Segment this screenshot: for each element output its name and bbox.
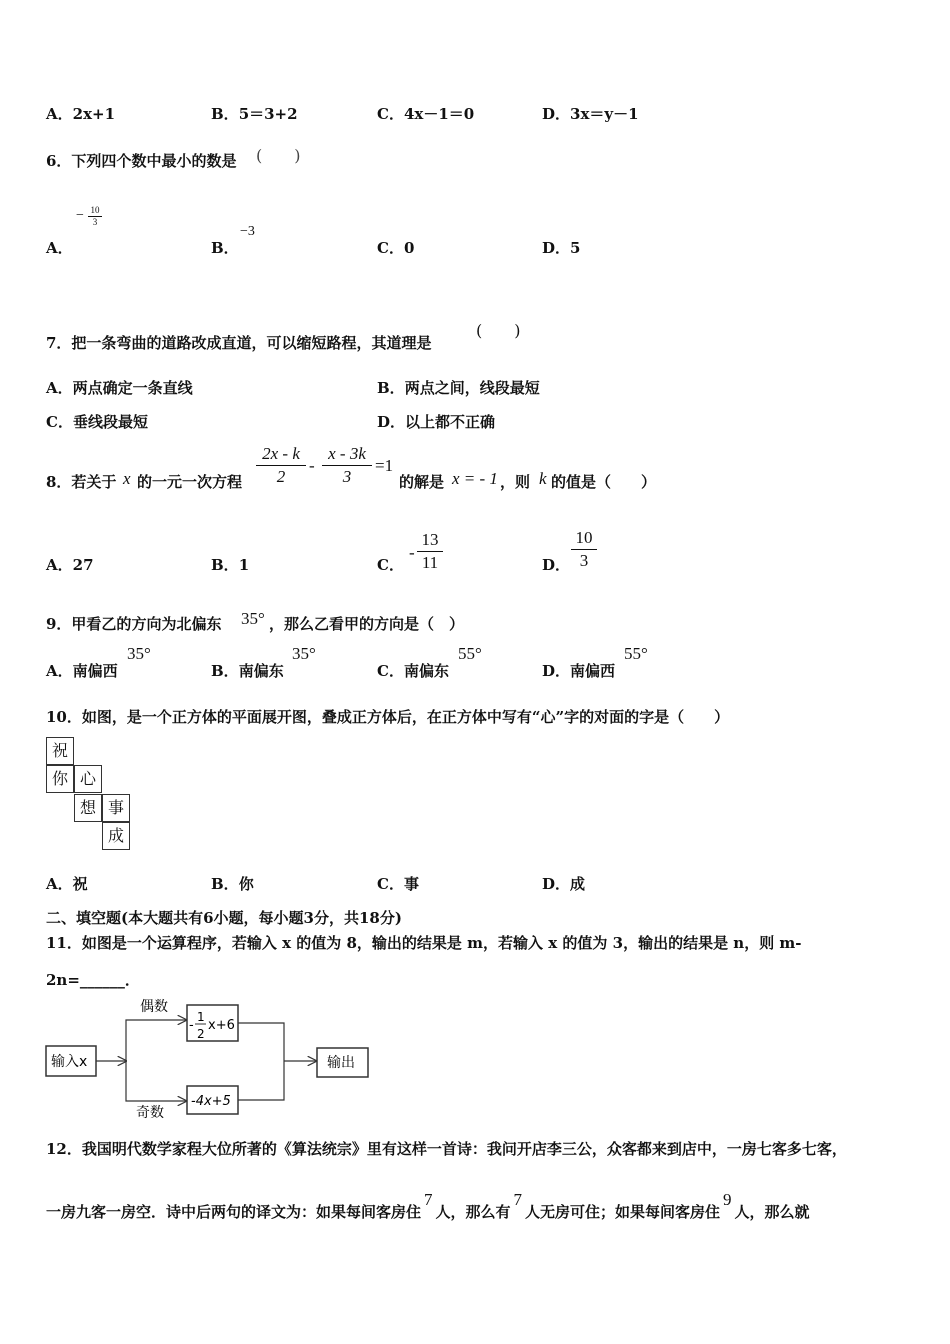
q9-option-c: C．南偏东 bbox=[377, 662, 449, 680]
q8-option-a: A．27 bbox=[46, 556, 94, 574]
q6-answer-paren: ( ) bbox=[256, 146, 301, 165]
q8-option-c: C． bbox=[377, 556, 404, 574]
q7-option-d: D．以上都不正确 bbox=[377, 413, 496, 431]
flow-even-den: 2 bbox=[197, 1027, 205, 1041]
net-cell-shi: 事 bbox=[102, 794, 130, 822]
q9-stem-prefix: 9．甲看乙的方向为北偏东 bbox=[46, 615, 222, 633]
flow-odd-expr: -4x+5 bbox=[191, 1094, 231, 1109]
q6-a-fraction: 10 3 bbox=[88, 206, 102, 227]
q12-number-7a: 7 bbox=[424, 1190, 433, 1209]
q9-stem-suffix: ，那么乙看甲的方向是（ ） bbox=[269, 615, 465, 633]
q8-option-d: D． bbox=[542, 556, 571, 574]
q9-option-b: B．南偏东 bbox=[211, 662, 284, 680]
q5-option-a: A．2x+1 bbox=[46, 105, 116, 123]
q8-solution-suffix: ，则 bbox=[500, 473, 531, 491]
q10-option-b: B．你 bbox=[211, 875, 254, 893]
net-cell-zhu: 祝 bbox=[46, 737, 74, 765]
q7-option-b: B．两点之间，线段最短 bbox=[377, 379, 540, 397]
q12-line-1: 12．我国明代数学家程大位所著的《算法统宗》里有这样一首诗：我问开店李三公，众客都来到店中，一房七客多七客， bbox=[46, 1140, 847, 1158]
q8-c-fraction: 13 11 bbox=[417, 530, 443, 573]
q8-solution-prefix: 的解是 bbox=[399, 473, 445, 491]
q7-stem: 7．把一条弯曲的道路改成直道，可以缩短路程，其道理是 bbox=[46, 334, 432, 352]
q5-option-b: B．5＝3+2 bbox=[211, 105, 298, 123]
q8-c-sign: - bbox=[409, 543, 415, 562]
q6-option-c: C．0 bbox=[377, 239, 415, 257]
q11-flowchart bbox=[40, 993, 380, 1123]
q6-a-sign: − bbox=[76, 208, 84, 223]
q11-line-1: 11．如图是一个运算程序，若输入 x 的值为 8，输出的结果是 m，若输入 x 的值为 3，输出的结果是 n，则 m- bbox=[46, 934, 802, 952]
q8-stem-mid: 的一元一次方程 bbox=[137, 473, 243, 491]
q8-stem-prefix: 8．若关于 bbox=[46, 473, 117, 491]
q9-option-d-angle: 55° bbox=[624, 644, 648, 663]
q5-option-c: C．4x－1＝0 bbox=[377, 105, 475, 123]
q5-option-d: D．3x＝y－1 bbox=[542, 105, 639, 123]
q6-stem: 6．下列四个数中最小的数是 bbox=[46, 152, 237, 170]
flow-odd-label: 奇数 bbox=[136, 1105, 164, 1121]
q8-var-k: k bbox=[539, 469, 547, 488]
q10-option-c: C．事 bbox=[377, 875, 419, 893]
net-cell-xiang: 想 bbox=[74, 794, 102, 822]
flow-even-label: 偶数 bbox=[140, 999, 168, 1015]
q6-b-value: −3 bbox=[240, 224, 255, 239]
q9-option-b-angle: 35° bbox=[292, 644, 316, 663]
flow-input-label: 输入x bbox=[51, 1054, 88, 1070]
q6-option-d: D．5 bbox=[542, 239, 581, 257]
section-2-title: 二、填空题(本大题共有6小题，每小题3分，共18分) bbox=[46, 909, 402, 927]
q10-stem: 10．如图，是一个正方体的平面展开图，叠成正方体后，在正方体中写有“心”字的对面的字是（ ） bbox=[46, 708, 730, 726]
q9-option-a-angle: 35° bbox=[127, 644, 151, 663]
q7-option-a: A．两点确定一条直线 bbox=[46, 379, 193, 397]
q11-line-2: 2n=______． bbox=[46, 971, 140, 989]
q9-option-d: D．南偏西 bbox=[542, 662, 616, 680]
flow-even-sign: - bbox=[189, 1018, 194, 1033]
q9-option-a: A．南偏西 bbox=[46, 662, 118, 680]
q8-var-x: x bbox=[123, 469, 131, 488]
flow-even-expr-rest: x+6 bbox=[208, 1018, 235, 1033]
flow-output-label: 输出 bbox=[327, 1055, 355, 1071]
q7-answer-paren: ( ) bbox=[476, 321, 521, 340]
q12-number-7b: 7 bbox=[513, 1190, 523, 1209]
q10-option-d: D．成 bbox=[542, 875, 586, 893]
q9-option-c-angle: 55° bbox=[458, 644, 482, 663]
q8-stem-end: 的值是（ ） bbox=[551, 473, 657, 491]
q12-number-9: 9 bbox=[723, 1190, 732, 1209]
q8-fraction-1: 2x - k 2 bbox=[256, 444, 306, 487]
q8-d-fraction: 10 3 bbox=[571, 528, 597, 571]
q8-fraction-2: x - 3k 3 bbox=[322, 444, 372, 487]
net-cell-xin: 心 bbox=[74, 765, 102, 793]
net-cell-ni: 你 bbox=[46, 765, 74, 793]
q7-option-c: C．垂线段最短 bbox=[46, 413, 148, 431]
q6-option-a: A． bbox=[46, 239, 73, 257]
q10-option-a: A．祝 bbox=[46, 875, 88, 893]
flow-even-num: 1 bbox=[197, 1010, 205, 1024]
q8-equals-one: =1 bbox=[375, 456, 394, 475]
q6-option-b: B． bbox=[211, 239, 239, 257]
q12-line-2: 一房九客一房空．诗中后两句的译文为：如果每间客房住7人，那么有7人无房可住；如果每间客房住9人，那么就 bbox=[46, 1190, 810, 1221]
q8-minus: - bbox=[309, 456, 315, 475]
q8-option-b: B．1 bbox=[211, 556, 250, 574]
q8-solution-value: x = - 1 bbox=[452, 469, 498, 488]
net-cell-cheng: 成 bbox=[102, 822, 130, 850]
q9-angle: 35° bbox=[241, 609, 265, 628]
